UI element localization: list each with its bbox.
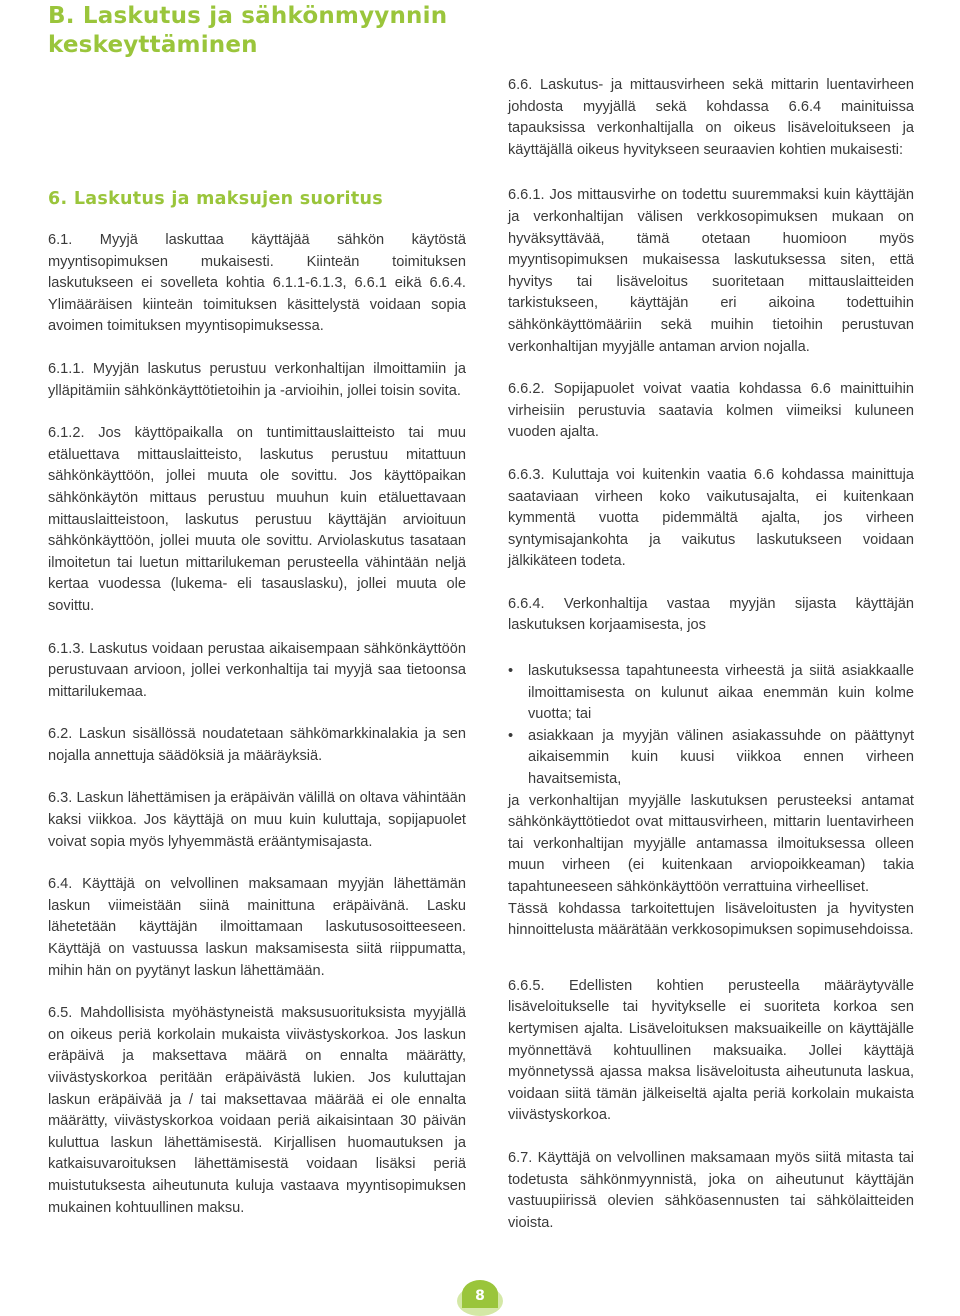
paragraph-6-1-2: 6.1.2. Jos käyttöpaikalla on tuntimittauslaitteisto tai muu etäluettava mittauslaitteisto, laskutus perustuu mitattuun sähkönkäyttöön, jollei muuta ole sovittu. Jos käyttöpaikan sähkönkäytön mittaus perustuu muuhun kuin etäluettavaan mittauslaitteistoon, laskutus perustuu käyttäjän arvioituun sähkönkäyttöön, jollei muuta ole sovittu. Arviolaskutus tasataan ilmoitetun tai luetun mittarilukeman perusteella vähintään neljä kertaa vuodessa (lukema- eli tasauslasku), jollei muuta ole sovittu. bbox=[48, 425, 466, 614]
paragraph-6-5: 6.5. Mahdollisista myöhästyneistä maksusuorituksista myyjällä on oikeus periä korkolain mukaista viivästyskorkoa. Jos laskun eräpäivä ja maksettava määrä on ennalta määrätty, viivästyskorkoa peritään eräpäivästä lukien. Jos kuluttajan laskun eräpäivää ja / tai maksettavaa määrää ei ole ennalta määrätty, viivästyskorkoa voidaan periä aikaisintaan 30 päivän kuluttua laskun lähettämisestä. Kirjallisen huomautuksen ja katkaisuvaroituksen lähettämisestä voidaan lisäksi periä muistutuksesta aiheutunuta kuluja vastaava myyntisopimuksen mukainen kohtuullinen maksu. bbox=[48, 1005, 466, 1216]
page-number: 8 bbox=[475, 1288, 485, 1304]
paragraph-6-1-1: 6.1.1. Myyjän laskutus perustuu verkonhaltijan ilmoittamiin ja ylläpitämiin sähkönkäyttötietoihin ja -arvioihin, jollei toisin sovita. bbox=[48, 360, 466, 399]
section-heading: 6. Laskutus ja maksujen suoritus bbox=[48, 189, 383, 209]
left-column bbox=[48, 188, 466, 1240]
list-item: • laskutuksessa tapahtuneesta virheestä ja siitä asiakkaalle ilmoittamisesta on kulunut aikaa enemmän kuin kolme vuotta; tai bbox=[528, 661, 914, 726]
paragraph-6-3: 6.3. Laskun lähettämisen ja eräpäivän välillä on oltava vähintään kaksi viikkoa. Jos käyttäjä on muu kuin kuluttaja, sopijapuolet voivat sopia myös lyhyemmästä erääntymisajasta. bbox=[48, 790, 466, 850]
page-title: B. Laskutus ja sähkönmyynnin keskeyttäminen bbox=[48, 3, 448, 58]
paragraph-6-6-3: 6.6.3. Kuluttaja voi kuitenkin vaatia 6.6 kohdassa mainittuja saataviaan virheen koko vaikutusajalta, ei kuitenkaan kymmentä vuotta pidemmältä ajalta, jos virheen syntymisajankohta ja vaikutus laskutukseen voidaan jälkikäteen todeta. bbox=[508, 466, 914, 570]
paragraph-6-1: 6.1. Myyjä laskuttaa käyttäjää sähkön käytöstä myyntisopimuksen mukaisesti. Kiinteän toimituksen laskutukseen ei sovelleta kohtia 6.1.1-6.1.3, 6.6.1 eikä 6.6.4. Ylimääräisen kiinteän toimituksen käsittelystä voidaan sopia avoimen toimituksen myyntisopimuksessa. bbox=[48, 232, 466, 335]
right-column bbox=[508, 75, 914, 1255]
paragraph-6-4: 6.4. Käyttäjä on velvollinen maksamaan myyjän lähettämän laskun viimeistään siinä mainittuna eräpäivänä. Lasku lähetetään käyttäjän ilmoittamaan laskutusosoitteeseen. Käyttäjä on vastuussa laskun maksamisesta siitä riippumatta, mihin hän on pyytänyt laskun lähettämään. bbox=[48, 876, 466, 979]
bullet-list bbox=[508, 661, 914, 791]
paragraph-6-6: 6.6. Laskutus- ja mittausvirheen sekä mittarin luentavirheen johdosta myyjällä sekä kohdassa 6.6.4 mainituissa tapauksissa verkonhaltijalla on oikeus lisäveloitukseen ja käyttäjällä oikeus hyvitykseen seuraavien kohtien mukaisesti: bbox=[508, 77, 914, 158]
paragraph-pricing-note: Tässä kohdassa tarkoitettujen lisäveloitusten ja hyvitysten hinnoittelusta määrätään verkkosopimuksen sopimusehdoissa. bbox=[508, 900, 914, 939]
paragraph-6-6-5: 6.6.5. Edellisten kohtien perusteella määräytyvälle lisäveloitukselle tai hyvitykselle ei suoriteta korkoa sen kertymisen ajalta. Lisäveloituksen maksuaikeille on käyttäjälle myönnettävä kohtuullinen maksuaika. Jollei käyttäjä myönnetyssä ajassa maksa lisäveloitusta aiheutunuta laskua, voidaan siitä tämän jälkeiseltä ajalta periä korkolain mukaista viivästyskorkoa. bbox=[508, 977, 914, 1124]
list-item: • asiakkaan ja myyjän välinen asiakassuhde on päättynyt aikaisemmin kuin kuusi viikkoa ennen virheen havaitsemista, bbox=[528, 726, 914, 791]
page-number-badge bbox=[462, 1280, 498, 1308]
paragraph-6-6-4: 6.6.4. Verkonhaltija vastaa myyjän sijasta käyttäjän laskutuksen korjaamisesta, jos bbox=[508, 595, 914, 634]
paragraph-6-7: 6.7. Käyttäjä on velvollinen maksamaan myös siitä mitasta tai todetusta sähkönmyynnistä, joka on aiheutunut käyttäjän vastuupiirissä olevien sähköasennusten tai sähkölaitteiden vioista. bbox=[508, 1149, 914, 1231]
paragraph-6-6-1: 6.6.1. Jos mittausvirhe on todettu suuremmaksi kuin käyttäjän ja verkonhaltijan välisen verkkosopimuksen mukaan on hyväksyttävää, tämä otetaan huomioon myös myyntisopimuksen mukaisessa laskutuksessa siten, että hyvitys tai lisäveloitus suoritetaan mittauslaitteiden tarkistukseen, käyttäjän eri aikoina todettuihin sähkönkäyttömääriin sekä muihin tietoihin perustuvan verkonhaltijan myyjälle antaman arvion nojalla. bbox=[508, 187, 914, 355]
paragraph-6-2: 6.2. Laskun sisällössä noudatetaan sähkömarkkinalakia ja sen nojalla annettuja säädöksiä ja määräyksiä. bbox=[48, 726, 466, 764]
paragraph-6-6-2: 6.6.2. Sopijapuolet voivat vaatia kohdassa 6.6 mainittuihin virheisiin perustuvia saatavia kolmen viimeiksi kuluneen vuoden ajalta. bbox=[508, 381, 914, 441]
paragraph-6-1-3: 6.1.3. Laskutus voidaan perustaa aikaisempaan sähkönkäyttöön perustuvaan arvioon, jollei verkonhaltija tai myyjä saa tietoonsa mittarilukemaa. bbox=[48, 640, 466, 700]
paragraph-continuation: ja verkonhaltijan myyjälle laskutuksen perusteeksi antamat sähkönkäyttötiedot ovat mittausvirheen, mittarin luentavirheen tai verkonhaltijan myyjälle antamassa ilmoituksessa olleen muun virheen (ei kuitenkaan arviopoikkeaman) takia tapahtuneeseen sähkönkäyttöön verrattuina virheelliset. bbox=[508, 792, 914, 895]
